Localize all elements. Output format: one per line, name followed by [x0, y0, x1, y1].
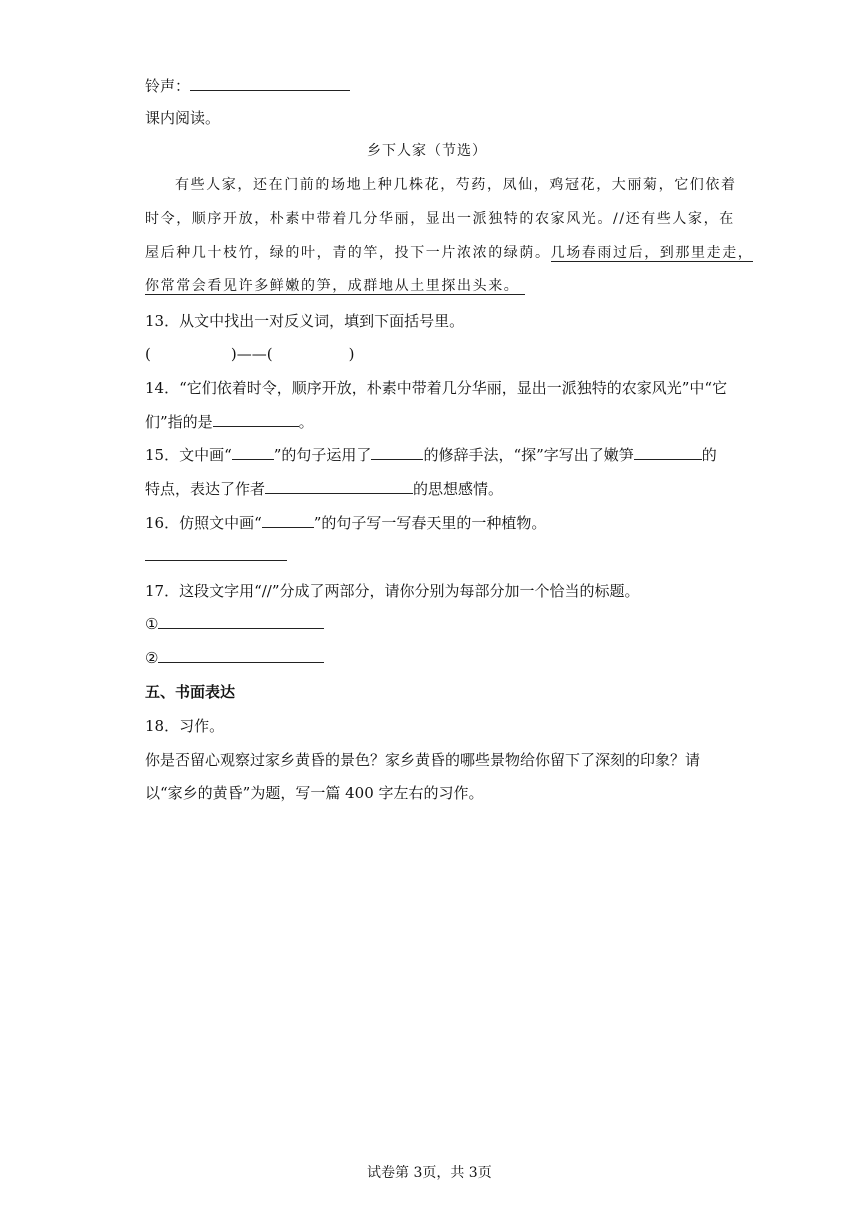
passage-line-2: 时令，顺序开放，朴素中带着几分华丽，显出一派独特的农家风光。//还有些人家，在 — [145, 211, 735, 227]
q13-paren-open-2: ( — [266, 345, 273, 363]
q14-prompt: 们”指的是 — [145, 413, 213, 431]
q17-marker-2: ② — [145, 649, 159, 667]
q16-answer-row — [145, 546, 287, 566]
q15-text-c: 的修辞手法，“探”字写出了嫩笋 — [423, 446, 634, 464]
q14-line-1: 14．“它们依着时令，顺序开放，朴素中带着几分华丽，显出一派独特的农家风光”中“它 — [145, 379, 728, 397]
q15-text-b: ”的句子运用了 — [273, 446, 372, 464]
passage-line-3 — [145, 243, 753, 263]
passage-underlined-sentence-part-1: 几场春雨过后，到那里走走， — [550, 245, 754, 261]
q15-rhetoric-blank[interactable] — [371, 445, 423, 460]
q17-item-1 — [145, 614, 324, 634]
intro-text: 课内阅读。 — [145, 109, 221, 127]
passage-underlined-sentence-part-2: 你常常会看见许多鲜嫩的笋，成群地从土里探出头来。 — [145, 278, 525, 295]
q16-underline-marker — [262, 513, 314, 528]
q13-paren-close-1: ) — [230, 345, 237, 363]
q16-line-1 — [145, 513, 546, 533]
q15-text-d: 的 — [701, 446, 717, 464]
q17-marker-1: ① — [145, 615, 159, 633]
q15-bamboo-blank[interactable] — [634, 445, 702, 460]
q15-underline-marker — [232, 445, 274, 460]
q15-line-2 — [145, 479, 503, 499]
q16-text-b: ”的句子写一写春天里的一种植物。 — [313, 514, 547, 532]
bell-answer-blank[interactable] — [190, 76, 350, 91]
bell-line — [145, 76, 350, 96]
q17-text: 17．这段文字用“//”分成了两部分，请你分别为每部分加一个恰当的标题。 — [145, 582, 640, 600]
passage-line-4 — [145, 276, 525, 296]
q16-text-a: 16．仿照文中画“ — [145, 514, 262, 532]
q15-text-f: 的思想感情。 — [413, 480, 504, 498]
passage-line-3-plain: 屋后种几十枝竹，绿的叶，青的竿，投下一片浓浓的绿荫。 — [145, 245, 551, 261]
passage-title: 乡下人家（节选） — [367, 143, 487, 159]
q14-period: 。 — [298, 413, 314, 431]
q15-text-e: 特点，表达了作者 — [145, 480, 266, 498]
q17-item-2 — [145, 648, 324, 668]
q18-prompt-line-1: 你是否留心观察过家乡黄昏的景色？家乡黄昏的哪些景物给你留下了深刻的印象？请 — [145, 751, 701, 769]
q17-answer-blank-1[interactable] — [158, 614, 324, 629]
passage-line-1: 有些人家，还在门前的场地上种几株花，芍药，凤仙，鸡冠花，大丽菊，它们依着 — [175, 177, 737, 193]
page-footer: 试卷第 3页，共 3页 — [367, 1165, 492, 1181]
q15-text-a: 15．文中画“ — [145, 446, 232, 464]
q15-feeling-blank[interactable] — [265, 479, 413, 494]
q16-answer-blank[interactable] — [145, 546, 287, 561]
q14-answer-blank[interactable] — [213, 412, 299, 427]
q17-answer-blank-2[interactable] — [158, 648, 324, 663]
q15-line-1 — [145, 445, 717, 465]
q14-line-2 — [145, 412, 314, 432]
q18-prompt-line-2: 以“家乡的黄昏”为题，写一篇 400 字左右的习作。 — [145, 784, 484, 802]
q18-text: 18．习作。 — [145, 717, 225, 735]
q13-answer-row — [145, 344, 354, 364]
q13-paren-close-2: ) — [348, 345, 355, 363]
bell-label: 铃声： — [145, 77, 191, 95]
q13-text: 13．从文中找出一对反义词，填到下面括号里。 — [145, 312, 465, 330]
q13-paren-open-1: ( — [145, 345, 151, 363]
section-5-heading: 五、书面表达 — [145, 683, 236, 701]
q13-dash: —— — [236, 345, 267, 363]
